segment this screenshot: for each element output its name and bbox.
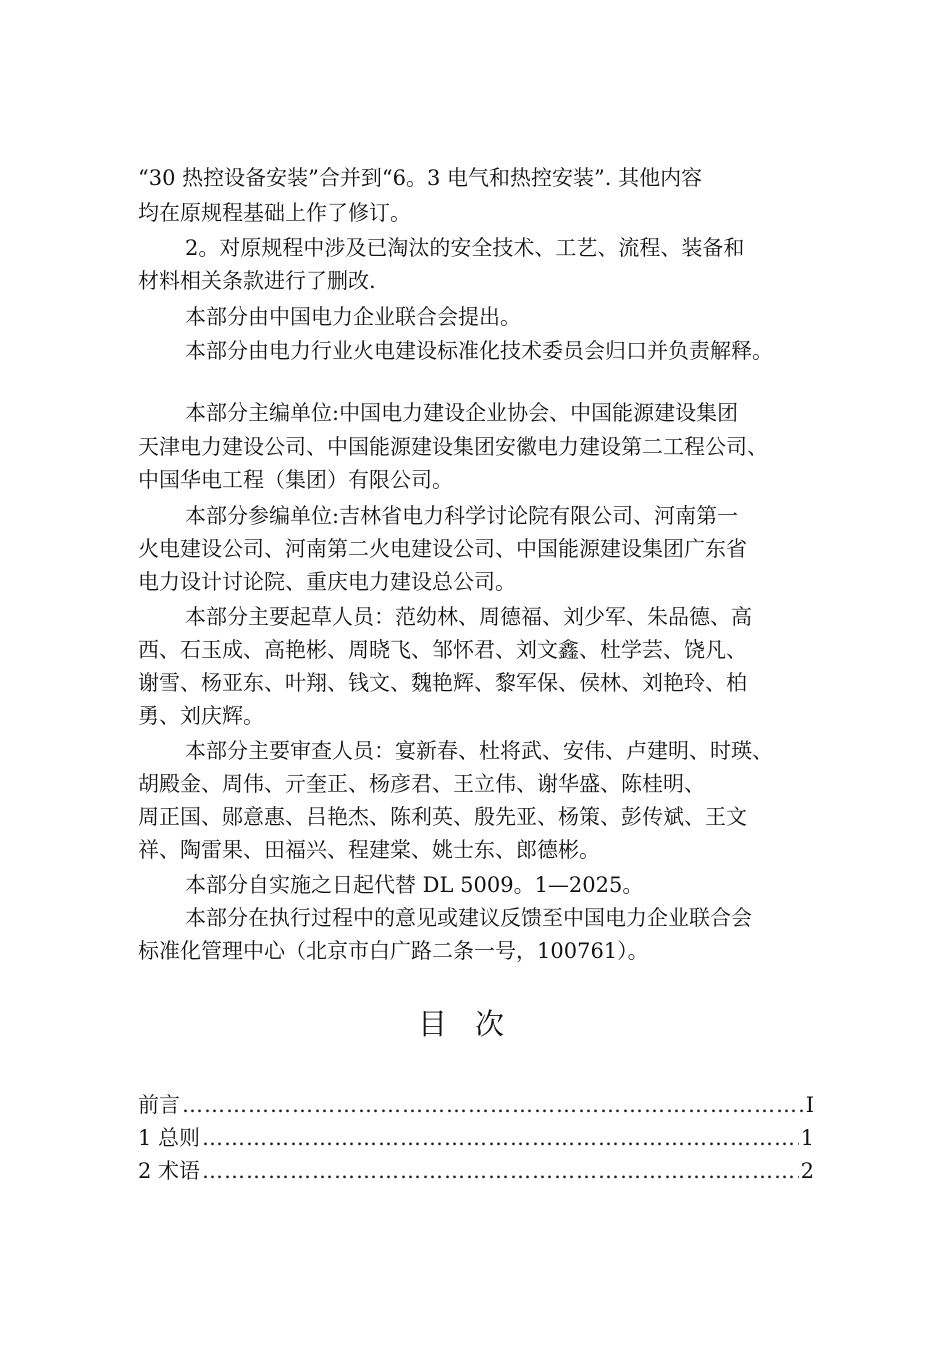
toc-entry[interactable] — [138, 1089, 814, 1122]
body-line: 本部分在执行过程中的意见或建议反馈至中国电力企业联合会 — [185, 906, 752, 930]
body-line: 均在原规程基础上作了修订。 — [138, 201, 411, 225]
toc-entry-page: 2 — [800, 1159, 814, 1183]
body-line: 2。对原规程中涉及已淘汰的安全技术、工艺、流程、装备和 — [185, 236, 745, 260]
toc-entry-label: 前言 — [138, 1093, 180, 1117]
body-line: 谢雪、杨亚东、叶翔、钱文、魏艳辉、黎军保、侯林、刘艳玲、柏 — [138, 671, 747, 695]
body-line: 周正国、郧意惠、吕艳杰、陈利英、殷先亚、杨策、彭传斌、王文 — [138, 805, 747, 829]
toc-entry-page: I — [805, 1093, 814, 1117]
body-line: 本部分主要起草人员：范幼林、周德福、刘少军、朱品德、高 — [185, 605, 752, 629]
toc-leader-dots — [202, 1155, 799, 1188]
body-line: 西、石玉成、高艳彬、周晓飞、邹怀君、刘文鑫、杜学芸、饶凡、 — [138, 638, 747, 662]
body-line: 祥、陶雷果、田福兴、程建棠、姚士东、郎德彬。 — [138, 838, 600, 862]
body-line: 本部分主要审查人员：宴新春、杜将武、安伟、卢建明、时瑛、 — [185, 739, 773, 763]
toc-entry-page: 1 — [800, 1126, 814, 1150]
toc-title: 目次 — [417, 1007, 532, 1041]
toc-leader-dots — [182, 1089, 804, 1122]
toc-entry[interactable] — [138, 1122, 814, 1155]
toc-entry-label: 2 术语 — [138, 1159, 201, 1183]
body-line: 材料相关条款进行了删改. — [138, 269, 376, 293]
body-line: 火电建设公司、河南第二火电建设公司、中国能源建设集团广东省 — [138, 537, 747, 561]
body-line: 本部分主编单位:中国电力建设企业协会、中国能源建设集团 — [185, 401, 739, 425]
body-line: 本部分由电力行业火电建设标准化技术委员会归口并负责解释。 — [185, 339, 773, 363]
body-line: 电力设计讨论院、重庆电力建设总公司。 — [138, 570, 516, 594]
toc-leader-dots — [202, 1122, 799, 1155]
toc-entry[interactable] — [138, 1155, 814, 1188]
body-line: 勇、刘庆辉。 — [138, 704, 264, 728]
body-line: 中国华电工程（集团）有限公司。 — [138, 468, 453, 492]
body-line: “30 热控设备安装”合并到“6。3 电气和热控安装”. 其他内容 — [138, 166, 703, 190]
body-line: 天津电力建设公司、中国能源建设集团安徽电力建设第二工程公司、 — [138, 435, 768, 459]
body-line: 本部分自实施之日起代替 DL 5009。1—2025。 — [185, 873, 644, 897]
body-line: 标准化管理中心（北京市白广路二条一号，100761）。 — [138, 939, 649, 963]
body-line: 本部分由中国电力企业联合会提出。 — [185, 305, 521, 329]
body-line: 胡殿金、周伟、亓奎正、杨彦君、王立伟、谢华盛、陈桂明、 — [138, 772, 705, 796]
body-line: 本部分参编单位:吉林省电力科学讨论院有限公司、河南第一 — [185, 504, 739, 528]
toc-entry-label: 1 总则 — [138, 1126, 201, 1150]
